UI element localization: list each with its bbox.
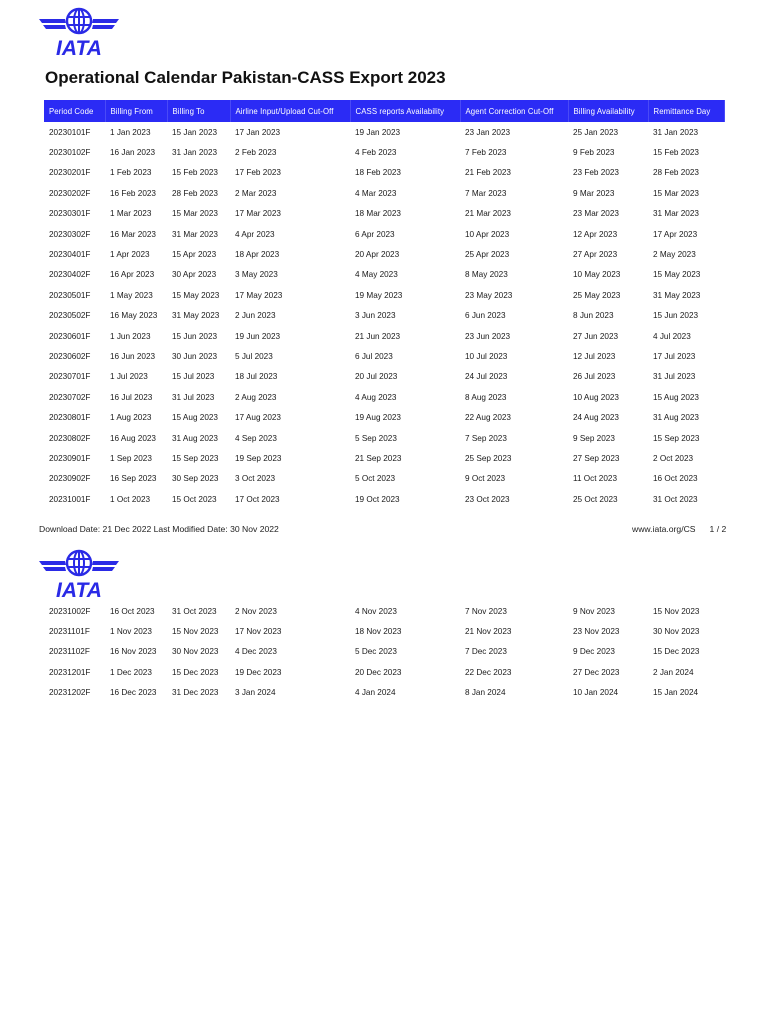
- table-cell: 20231102F: [49, 647, 90, 657]
- table-cell: 21 Feb 2023: [465, 168, 511, 178]
- table-cell: 1 May 2023: [110, 290, 153, 300]
- table-row: [44, 183, 724, 203]
- table-cell: 6 Jun 2023: [465, 311, 506, 321]
- column-header-period-code: Period Code: [44, 100, 105, 122]
- table-cell: 1 Oct 2023: [110, 494, 151, 504]
- table-cell: 22 Dec 2023: [465, 667, 512, 677]
- table-cell: 5 Sep 2023: [355, 433, 397, 443]
- table-cell: 31 May 2023: [653, 290, 701, 300]
- iata-logo-graphic: [37, 6, 121, 58]
- table-cell: 10 May 2023: [573, 270, 621, 280]
- table-cell: 4 Sep 2023: [235, 433, 277, 443]
- table-cell: 15 Nov 2023: [653, 606, 700, 616]
- table-cell: 23 Oct 2023: [465, 494, 510, 504]
- table-cell: 20230802F: [49, 433, 91, 443]
- table-cell: 17 Jul 2023: [653, 351, 696, 361]
- table-cell: 4 Mar 2023: [355, 188, 397, 198]
- table-cell: 4 Jul 2023: [653, 331, 691, 341]
- table-cell: 8 May 2023: [465, 270, 508, 280]
- table-cell: 30 Apr 2023: [172, 270, 217, 280]
- table-body-page2: [44, 601, 724, 703]
- table-cell: 28 Feb 2023: [172, 188, 218, 198]
- table-cell: 10 Apr 2023: [465, 229, 510, 239]
- table-cell: 18 Nov 2023: [355, 627, 402, 637]
- table-cell: 19 Sep 2023: [235, 453, 282, 463]
- table-cell: 9 Dec 2023: [573, 647, 615, 657]
- table-cell: 1 Apr 2023: [110, 250, 150, 260]
- table-cell: 31 Dec 2023: [172, 688, 219, 698]
- table-cell: 27 Jun 2023: [573, 331, 619, 341]
- table-cell: 2 Oct 2023: [653, 453, 694, 463]
- table-cell: 20230702F: [49, 392, 91, 402]
- table-cell: 1 Dec 2023: [110, 667, 152, 677]
- table-cell: 2 Jan 2024: [653, 667, 694, 677]
- column-header-cass-reports: CASS reports Availability: [350, 100, 460, 122]
- table-cell: 10 Jan 2024: [573, 688, 619, 698]
- table-cell: 28 Feb 2023: [653, 168, 699, 178]
- table-cell: 20230302F: [49, 229, 91, 239]
- table-cell: 15 Jul 2023: [172, 372, 215, 382]
- table-cell: 31 Jul 2023: [172, 392, 215, 402]
- table-cell: 10 Jul 2023: [465, 351, 508, 361]
- table-cell: 20 Dec 2023: [355, 667, 402, 677]
- table-cell: 12 Jul 2023: [573, 351, 616, 361]
- table-cell: 9 Sep 2023: [573, 433, 615, 443]
- table-cell: 23 Feb 2023: [573, 168, 619, 178]
- table-row: [44, 428, 724, 448]
- table-cell: 20230801F: [49, 413, 91, 423]
- table-cell: 15 Feb 2023: [653, 148, 699, 158]
- table-cell: 4 May 2023: [355, 270, 398, 280]
- table-cell: 4 Feb 2023: [355, 148, 397, 158]
- table-cell: 4 Jan 2024: [355, 688, 396, 698]
- table-cell: 3 Oct 2023: [235, 474, 276, 484]
- table-cell: 10 Aug 2023: [573, 392, 619, 402]
- table-cell: 15 Jan 2023: [172, 127, 218, 137]
- table-cell: 20230901F: [49, 453, 91, 463]
- table-cell: 19 Oct 2023: [355, 494, 400, 504]
- table-cell: 15 Dec 2023: [172, 667, 219, 677]
- table-cell: 23 Jun 2023: [465, 331, 511, 341]
- table-row: [44, 326, 724, 346]
- logo-wordmark: IATA: [56, 579, 102, 600]
- table-row: [44, 489, 724, 509]
- table-cell: 1 Aug 2023: [110, 413, 152, 423]
- table-cell: 15 Aug 2023: [172, 413, 218, 423]
- table-cell: 25 Sep 2023: [465, 453, 512, 463]
- table-cell: 16 Jan 2023: [110, 148, 156, 158]
- table-cell: 21 Nov 2023: [465, 627, 512, 637]
- table-cell: 19 May 2023: [355, 290, 403, 300]
- table-row: [44, 244, 724, 264]
- table-cell: 20230902F: [49, 474, 91, 484]
- table-row: [44, 662, 724, 682]
- table-cell: 5 Jul 2023: [235, 351, 273, 361]
- table-cell: 20230701F: [49, 372, 91, 382]
- table-row: [44, 367, 724, 387]
- table-row: [44, 224, 724, 244]
- table-cell: 20230201F: [49, 168, 91, 178]
- table-cell: 20231202F: [49, 688, 91, 698]
- table-cell: 16 Jun 2023: [110, 351, 156, 361]
- calendar-table-continued: [44, 601, 724, 703]
- table-header-row: [44, 100, 724, 122]
- table-cell: 15 Dec 2023: [653, 647, 700, 657]
- table-cell: 16 Apr 2023: [110, 270, 155, 280]
- table-cell: 9 Feb 2023: [573, 148, 615, 158]
- table-cell: 20230601F: [49, 331, 91, 341]
- table-cell: 7 Mar 2023: [465, 188, 507, 198]
- table-cell: 17 Nov 2023: [235, 627, 282, 637]
- table-cell: 8 Aug 2023: [465, 392, 507, 402]
- table-cell: 20231201F: [49, 667, 91, 677]
- table-row: [44, 204, 724, 224]
- table-body-page1: [44, 122, 724, 509]
- table-cell: 20230501F: [49, 290, 91, 300]
- table-cell: 2 May 2023: [653, 250, 696, 260]
- table-cell: 2 Mar 2023: [235, 188, 277, 198]
- table-cell: 15 May 2023: [653, 270, 701, 280]
- table-cell: 31 Aug 2023: [172, 433, 218, 443]
- table-cell: 20230202F: [49, 188, 91, 198]
- table-cell: 9 Oct 2023: [465, 474, 506, 484]
- table-cell: 18 Feb 2023: [355, 168, 401, 178]
- table-cell: 1 Feb 2023: [110, 168, 152, 178]
- table-cell: 18 Jul 2023: [235, 372, 278, 382]
- table-cell: 1 Sep 2023: [110, 453, 152, 463]
- table-cell: 15 Mar 2023: [653, 188, 699, 198]
- table-cell: 26 Jul 2023: [573, 372, 616, 382]
- table-cell: 25 Jan 2023: [573, 127, 619, 137]
- footer-right: [632, 524, 726, 534]
- table-cell: 1 Jan 2023: [110, 127, 151, 137]
- table-cell: 5 Oct 2023: [355, 474, 396, 484]
- table-cell: 12 Apr 2023: [573, 229, 618, 239]
- table-cell: 31 Jan 2023: [653, 127, 699, 137]
- table-cell: 17 Oct 2023: [235, 494, 280, 504]
- table-cell: 20 Apr 2023: [355, 250, 400, 260]
- table-cell: 1 Mar 2023: [110, 209, 152, 219]
- table-cell: 15 Jun 2023: [653, 311, 699, 321]
- column-header-billing-availability: Billing Availability: [568, 100, 648, 122]
- table-cell: 16 Dec 2023: [110, 688, 157, 698]
- table-cell: 19 Aug 2023: [355, 413, 401, 423]
- table-cell: 1 Nov 2023: [110, 627, 152, 637]
- table-cell: 15 Nov 2023: [172, 627, 219, 637]
- table-row: [44, 601, 724, 621]
- table-cell: 15 Oct 2023: [172, 494, 217, 504]
- table-cell: 9 Nov 2023: [573, 606, 615, 616]
- table-cell: 4 Aug 2023: [355, 392, 397, 402]
- table-cell: 7 Feb 2023: [465, 148, 507, 158]
- table-cell: 20 Jul 2023: [355, 372, 398, 382]
- table-cell: 8 Jan 2024: [465, 688, 506, 698]
- table-cell: 30 Jun 2023: [172, 351, 218, 361]
- column-header-airline-cutoff: Airline Input/Upload Cut-Off: [230, 100, 350, 122]
- column-header-billing-from: Billing From: [105, 100, 167, 122]
- table-cell: 21 Mar 2023: [465, 209, 511, 219]
- column-header-billing-to: Billing To: [167, 100, 230, 122]
- table-cell: 30 Sep 2023: [172, 474, 219, 484]
- table-cell: 16 Jul 2023: [110, 392, 153, 402]
- table-cell: 24 Aug 2023: [573, 413, 619, 423]
- table-cell: 16 Feb 2023: [110, 188, 156, 198]
- table-cell: 6 Jul 2023: [355, 351, 393, 361]
- table-row: [44, 642, 724, 662]
- table-cell: 11 Oct 2023: [573, 474, 617, 484]
- table-cell: 31 Mar 2023: [172, 229, 218, 239]
- table-cell: 2 Nov 2023: [235, 606, 277, 616]
- table-cell: 2 Feb 2023: [235, 148, 277, 158]
- table-row: [44, 142, 724, 162]
- table-cell: 15 Mar 2023: [172, 209, 218, 219]
- table-cell: 3 Jan 2024: [235, 688, 276, 698]
- table-cell: 19 Jan 2023: [355, 127, 401, 137]
- table-cell: 20230402F: [49, 270, 91, 280]
- table-cell: 24 Jul 2023: [465, 372, 508, 382]
- table-cell: 17 Mar 2023: [235, 209, 281, 219]
- table-cell: 17 Apr 2023: [653, 229, 698, 239]
- table-row: [44, 621, 724, 641]
- table-cell: 16 Nov 2023: [110, 647, 157, 657]
- table-cell: 23 Nov 2023: [573, 627, 620, 637]
- table-cell: 20230502F: [49, 311, 91, 321]
- logo-wordmark: IATA: [56, 37, 102, 58]
- table-row: [44, 122, 724, 142]
- table-cell: 20230301F: [49, 209, 91, 219]
- table-cell: 20231101F: [49, 627, 90, 637]
- download-info: Download Date: 21 Dec 2022 Last Modified Date: 30 Nov 2022: [39, 524, 279, 534]
- table-cell: 30 Nov 2023: [653, 627, 700, 637]
- table-cell: 16 Mar 2023: [110, 229, 156, 239]
- table-cell: 15 Aug 2023: [653, 392, 699, 402]
- iata-logo-graphic: [37, 548, 121, 600]
- table-cell: 20230102F: [49, 148, 91, 158]
- table-cell: 20230101F: [49, 127, 91, 137]
- table-cell: 31 Oct 2023: [653, 494, 698, 504]
- table-cell: 27 Apr 2023: [573, 250, 618, 260]
- table-cell: 15 Apr 2023: [172, 250, 217, 260]
- table-cell: 16 Oct 2023: [110, 606, 155, 616]
- table-cell: 20230401F: [49, 250, 91, 260]
- table-cell: 22 Aug 2023: [465, 413, 511, 423]
- table-cell: 15 Jan 2024: [653, 688, 699, 698]
- table-cell: 19 Jun 2023: [235, 331, 281, 341]
- table-cell: 4 Nov 2023: [355, 606, 397, 616]
- table-row: [44, 683, 724, 703]
- table-cell: 16 Sep 2023: [110, 474, 157, 484]
- table-cell: 31 Jan 2023: [172, 148, 218, 158]
- table-cell: 16 Oct 2023: [653, 474, 698, 484]
- table-cell: 9 Mar 2023: [573, 188, 615, 198]
- table-cell: 16 May 2023: [110, 311, 158, 321]
- iata-site-link[interactable]: www.iata.org/CS: [632, 524, 696, 534]
- table-cell: 15 Sep 2023: [653, 433, 700, 443]
- table-cell: 7 Nov 2023: [465, 606, 507, 616]
- table-cell: 19 Dec 2023: [235, 667, 282, 677]
- table-cell: 6 Apr 2023: [355, 229, 395, 239]
- table-cell: 15 Sep 2023: [172, 453, 219, 463]
- table-cell: 15 Feb 2023: [172, 168, 218, 178]
- table-row: [44, 387, 724, 407]
- document-title: Operational Calendar Pakistan-CASS Export 2023: [45, 68, 446, 87]
- iata-logo: [37, 6, 121, 58]
- calendar-table: [44, 100, 725, 509]
- table-cell: 23 Mar 2023: [573, 209, 619, 219]
- table-row: [44, 265, 724, 285]
- table-cell: 2 Jun 2023: [235, 311, 276, 321]
- table-cell: 25 May 2023: [573, 290, 621, 300]
- table-cell: 4 Apr 2023: [235, 229, 275, 239]
- table-cell: 31 Jul 2023: [653, 372, 696, 382]
- table-cell: 20231002F: [49, 606, 91, 616]
- table-row: [44, 469, 724, 489]
- table-row: [44, 448, 724, 468]
- table-cell: 21 Jun 2023: [355, 331, 401, 341]
- table-cell: 25 Oct 2023: [573, 494, 618, 504]
- table-cell: 17 Jan 2023: [235, 127, 281, 137]
- table-cell: 27 Sep 2023: [573, 453, 620, 463]
- table-cell: 15 Jun 2023: [172, 331, 218, 341]
- table-cell: 23 Jan 2023: [465, 127, 511, 137]
- table-cell: 17 May 2023: [235, 290, 283, 300]
- table-row: [44, 407, 724, 427]
- iata-logo: [37, 548, 121, 600]
- table-cell: 25 Apr 2023: [465, 250, 510, 260]
- table-cell: 7 Sep 2023: [465, 433, 507, 443]
- table-cell: 15 May 2023: [172, 290, 220, 300]
- page-number: 1 / 2: [709, 524, 727, 534]
- table-cell: 31 May 2023: [172, 311, 220, 321]
- table-cell: 17 Feb 2023: [235, 168, 281, 178]
- column-header-agent-correction: Agent Correction Cut-Off: [460, 100, 568, 122]
- table-cell: 17 Aug 2023: [235, 413, 281, 423]
- table-cell: 3 Jun 2023: [355, 311, 396, 321]
- table-row: [44, 163, 724, 183]
- table-cell: 18 Apr 2023: [235, 250, 280, 260]
- table-cell: 4 Dec 2023: [235, 647, 277, 657]
- table-cell: 31 Oct 2023: [172, 606, 217, 616]
- table-cell: 30 Nov 2023: [172, 647, 219, 657]
- table-cell: 21 Sep 2023: [355, 453, 402, 463]
- table-cell: 20231001F: [49, 494, 91, 504]
- table-cell: 20230602F: [49, 351, 91, 361]
- column-header-remittance-day: Remittance Day: [648, 100, 724, 122]
- table-row: [44, 306, 724, 326]
- table-cell: 16 Aug 2023: [110, 433, 156, 443]
- table-row: [44, 285, 724, 305]
- table-cell: 8 Jun 2023: [573, 311, 614, 321]
- table-cell: 1 Jun 2023: [110, 331, 151, 341]
- table-cell: 27 Dec 2023: [573, 667, 620, 677]
- table-cell: 3 May 2023: [235, 270, 278, 280]
- table-cell: 23 May 2023: [465, 290, 513, 300]
- table-cell: 1 Jul 2023: [110, 372, 148, 382]
- table-cell: 18 Mar 2023: [355, 209, 401, 219]
- table-cell: 7 Dec 2023: [465, 647, 507, 657]
- table-cell: 5 Dec 2023: [355, 647, 397, 657]
- table-cell: 31 Mar 2023: [653, 209, 699, 219]
- table-row: [44, 346, 724, 366]
- table-cell: 31 Aug 2023: [653, 413, 699, 423]
- table-cell: 2 Aug 2023: [235, 392, 277, 402]
